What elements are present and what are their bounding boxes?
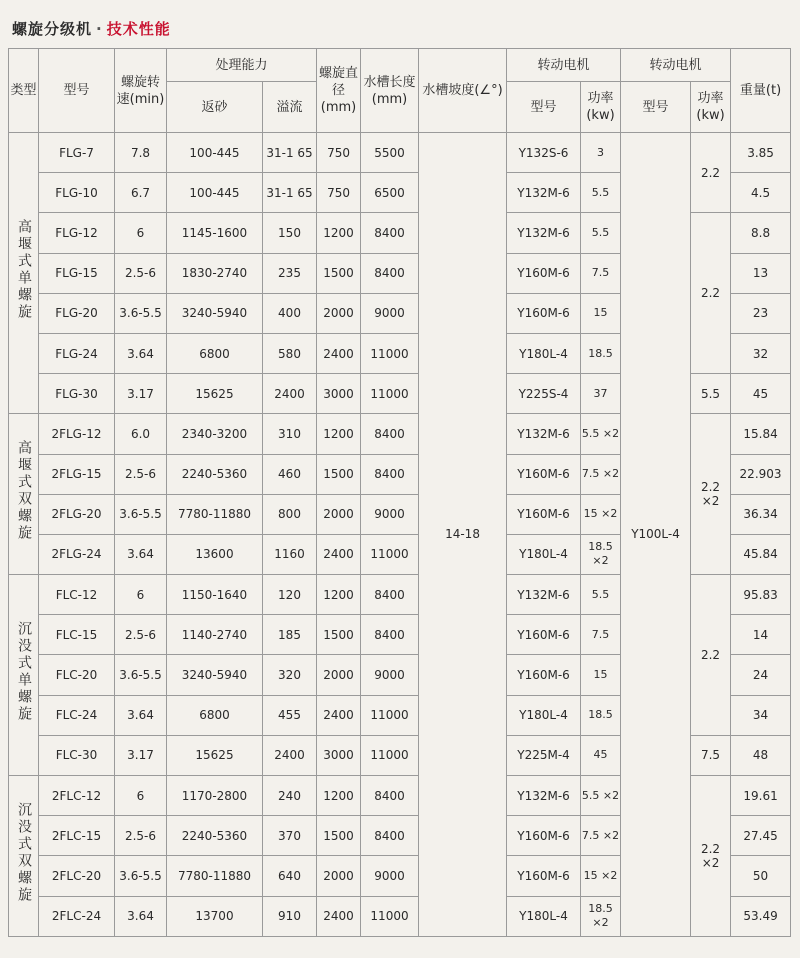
model-cell: FLG-10: [39, 173, 115, 213]
spiral-diameter-cell: 2400: [317, 534, 361, 574]
model-cell: 2FLC-12: [39, 776, 115, 816]
model-cell: FLG-30: [39, 374, 115, 414]
motor-model-cell: Y132M-6: [507, 575, 581, 615]
lift-motor-power-cell: 2.2 ×2: [691, 414, 731, 575]
header-trough-slope: 水槽坡度(∠°): [419, 49, 507, 133]
overflow-capacity-cell: 150: [263, 213, 317, 253]
trough-length-cell: 6500: [361, 173, 419, 213]
header-cap-overflow: 溢流: [263, 82, 317, 133]
motor-model-cell: Y160M-6: [507, 655, 581, 695]
speed-cell: 2.5-6: [115, 816, 167, 856]
type-cell: [9, 575, 39, 776]
weight-cell: 15.84: [731, 414, 791, 454]
motor-power-cell: 7.5: [581, 253, 621, 293]
motor-model-cell: Y132M-6: [507, 213, 581, 253]
sand-capacity-cell: 100-445: [167, 133, 263, 173]
motor-power-cell: 3: [581, 133, 621, 173]
trough-length-cell: 8400: [361, 454, 419, 494]
spiral-diameter-cell: 3000: [317, 735, 361, 775]
model-cell: FLG-12: [39, 213, 115, 253]
model-cell: 2FLG-20: [39, 494, 115, 534]
title-main: 螺旋分级机: [12, 20, 93, 38]
trough-length-cell: 8400: [361, 253, 419, 293]
motor-power-cell: 18.5 ×2: [581, 534, 621, 574]
trough-length-cell: 8400: [361, 575, 419, 615]
overflow-capacity-cell: 800: [263, 494, 317, 534]
motor-power-cell: 45: [581, 735, 621, 775]
overflow-capacity-cell: 185: [263, 615, 317, 655]
spiral-diameter-cell: 1500: [317, 253, 361, 293]
trough-length-cell: 11000: [361, 333, 419, 373]
speed-cell: 3.17: [115, 374, 167, 414]
header-capacity: 处理能力: [167, 49, 317, 82]
model-cell: FLC-20: [39, 655, 115, 695]
weight-cell: 14: [731, 615, 791, 655]
motor-model-cell: Y132M-6: [507, 414, 581, 454]
motor-power-cell: 18.5: [581, 333, 621, 373]
spiral-diameter-cell: 1500: [317, 615, 361, 655]
spec-table-wrapper: [8, 48, 790, 937]
weight-cell: 48: [731, 735, 791, 775]
trough-length-cell: 11000: [361, 896, 419, 936]
motor-power-cell: 15: [581, 293, 621, 333]
trough-length-cell: 11000: [361, 374, 419, 414]
motor-model-cell: Y160M-6: [507, 816, 581, 856]
speed-cell: 3.6-5.5: [115, 293, 167, 333]
model-cell: 2FLG-15: [39, 454, 115, 494]
model-cell: FLC-15: [39, 615, 115, 655]
motor-model-cell: Y160M-6: [507, 494, 581, 534]
sand-capacity-cell: 1140-2740: [167, 615, 263, 655]
motor-model-cell: Y132S-6: [507, 133, 581, 173]
speed-cell: 6: [115, 776, 167, 816]
weight-cell: 13: [731, 253, 791, 293]
speed-cell: 3.6-5.5: [115, 655, 167, 695]
overflow-capacity-cell: 640: [263, 856, 317, 896]
sand-capacity-cell: 6800: [167, 695, 263, 735]
motor-model-cell: Y160M-6: [507, 253, 581, 293]
trough-length-cell: 5500: [361, 133, 419, 173]
spiral-diameter-cell: 1200: [317, 575, 361, 615]
motor-power-cell: 37: [581, 374, 621, 414]
trough-length-cell: 9000: [361, 655, 419, 695]
header-drive-motor: 转动电机: [507, 49, 621, 82]
spiral-diameter-cell: 2400: [317, 333, 361, 373]
trough-length-cell: 11000: [361, 534, 419, 574]
spiral-diameter-cell: 750: [317, 133, 361, 173]
trough-length-cell: 11000: [361, 735, 419, 775]
spiral-diameter-cell: 1200: [317, 776, 361, 816]
motor-model-cell: Y132M-6: [507, 173, 581, 213]
header-spiral-dia: 螺旋直径(mm): [317, 49, 361, 133]
model-cell: FLC-12: [39, 575, 115, 615]
model-cell: 2FLC-15: [39, 816, 115, 856]
type-cell: [9, 133, 39, 414]
sand-capacity-cell: 1150-1640: [167, 575, 263, 615]
lift-motor-model-cell: Y100L-4: [621, 133, 691, 937]
motor-model-cell: Y180L-4: [507, 534, 581, 574]
motor-model-cell: Y132M-6: [507, 776, 581, 816]
spiral-diameter-cell: 1200: [317, 414, 361, 454]
overflow-capacity-cell: 580: [263, 333, 317, 373]
header-lift-power: 功率(kw): [691, 82, 731, 133]
spiral-diameter-cell: 3000: [317, 374, 361, 414]
trough-length-cell: 9000: [361, 856, 419, 896]
header-lift-motor: 转动电机: [621, 49, 731, 82]
motor-model-cell: Y160M-6: [507, 615, 581, 655]
speed-cell: 6.0: [115, 414, 167, 454]
overflow-capacity-cell: 31-1 65: [263, 133, 317, 173]
weight-cell: 45: [731, 374, 791, 414]
lift-motor-power-cell: 7.5: [691, 735, 731, 775]
spec-table-body: [9, 133, 791, 937]
model-cell: FLC-30: [39, 735, 115, 775]
motor-model-cell: Y160M-6: [507, 454, 581, 494]
sand-capacity-cell: 15625: [167, 735, 263, 775]
speed-cell: 7.8: [115, 133, 167, 173]
trough-length-cell: 8400: [361, 414, 419, 454]
motor-model-cell: Y225S-4: [507, 374, 581, 414]
motor-power-cell: 5.5 ×2: [581, 414, 621, 454]
type-label: 沉没式双螺旋: [16, 801, 32, 904]
model-cell: FLC-24: [39, 695, 115, 735]
speed-cell: 3.6-5.5: [115, 856, 167, 896]
motor-power-cell: 5.5: [581, 575, 621, 615]
sand-capacity-cell: 13700: [167, 896, 263, 936]
header-trough-len: 水槽长度(mm): [361, 49, 419, 133]
weight-cell: 3.85: [731, 133, 791, 173]
weight-cell: 4.5: [731, 173, 791, 213]
lift-motor-power-cell: 2.2: [691, 575, 731, 736]
weight-cell: 45.84: [731, 534, 791, 574]
sand-capacity-cell: 1170-2800: [167, 776, 263, 816]
type-cell: [9, 414, 39, 575]
motor-model-cell: Y160M-6: [507, 293, 581, 333]
header-weight: 重量(t): [731, 49, 791, 133]
model-cell: 2FLC-24: [39, 896, 115, 936]
sand-capacity-cell: 6800: [167, 333, 263, 373]
motor-power-cell: 7.5: [581, 615, 621, 655]
spiral-diameter-cell: 2000: [317, 856, 361, 896]
motor-power-cell: 15 ×2: [581, 856, 621, 896]
overflow-capacity-cell: 460: [263, 454, 317, 494]
model-cell: FLG-7: [39, 133, 115, 173]
overflow-capacity-cell: 400: [263, 293, 317, 333]
trough-length-cell: 9000: [361, 494, 419, 534]
speed-cell: 3.64: [115, 896, 167, 936]
speed-cell: 2.5-6: [115, 253, 167, 293]
motor-model-cell: Y180L-4: [507, 695, 581, 735]
weight-cell: 53.49: [731, 896, 791, 936]
overflow-capacity-cell: 1160: [263, 534, 317, 574]
sand-capacity-cell: 3240-5940: [167, 293, 263, 333]
weight-cell: 36.34: [731, 494, 791, 534]
overflow-capacity-cell: 320: [263, 655, 317, 695]
lift-motor-power-cell: 2.2: [691, 133, 731, 213]
motor-power-cell: 18.5 ×2: [581, 896, 621, 936]
spiral-diameter-cell: 1500: [317, 816, 361, 856]
trough-length-cell: 8400: [361, 615, 419, 655]
motor-power-cell: 5.5: [581, 173, 621, 213]
overflow-capacity-cell: 235: [263, 253, 317, 293]
overflow-capacity-cell: 455: [263, 695, 317, 735]
type-label: 高堰式双螺旋: [16, 440, 32, 543]
lift-motor-power-cell: 2.2 ×2: [691, 776, 731, 937]
motor-power-cell: 18.5: [581, 695, 621, 735]
overflow-capacity-cell: 310: [263, 414, 317, 454]
model-cell: FLG-15: [39, 253, 115, 293]
header-motor-model: 型号: [507, 82, 581, 133]
speed-cell: 3.6-5.5: [115, 494, 167, 534]
type-label: 沉没式单螺旋: [16, 621, 32, 724]
sand-capacity-cell: 2340-3200: [167, 414, 263, 454]
sand-capacity-cell: 13600: [167, 534, 263, 574]
weight-cell: 8.8: [731, 213, 791, 253]
type-label: 高堰式单螺旋: [16, 219, 32, 322]
overflow-capacity-cell: 2400: [263, 374, 317, 414]
trough-length-cell: 11000: [361, 695, 419, 735]
sand-capacity-cell: 1830-2740: [167, 253, 263, 293]
sand-capacity-cell: 2240-5360: [167, 816, 263, 856]
model-cell: 2FLG-24: [39, 534, 115, 574]
sand-capacity-cell: 3240-5940: [167, 655, 263, 695]
model-cell: FLG-24: [39, 333, 115, 373]
trough-length-cell: 8400: [361, 213, 419, 253]
motor-power-cell: 7.5 ×2: [581, 454, 621, 494]
weight-cell: 19.61: [731, 776, 791, 816]
spiral-diameter-cell: 2400: [317, 695, 361, 735]
header-speed: 螺旋转速(min): [115, 49, 167, 133]
lift-motor-power-cell: 5.5: [691, 374, 731, 414]
sand-capacity-cell: 15625: [167, 374, 263, 414]
motor-power-cell: 5.5: [581, 213, 621, 253]
spiral-diameter-cell: 2000: [317, 494, 361, 534]
spiral-diameter-cell: 2000: [317, 655, 361, 695]
trough-length-cell: 8400: [361, 776, 419, 816]
weight-cell: 32: [731, 333, 791, 373]
overflow-capacity-cell: 910: [263, 896, 317, 936]
motor-model-cell: Y160M-6: [507, 856, 581, 896]
weight-cell: 27.45: [731, 816, 791, 856]
motor-power-cell: 15: [581, 655, 621, 695]
spec-table: [8, 48, 791, 937]
speed-cell: 2.5-6: [115, 615, 167, 655]
overflow-capacity-cell: 240: [263, 776, 317, 816]
weight-cell: 50: [731, 856, 791, 896]
trough-length-cell: 9000: [361, 293, 419, 333]
overflow-capacity-cell: 2400: [263, 735, 317, 775]
weight-cell: 24: [731, 655, 791, 695]
sand-capacity-cell: 1145-1600: [167, 213, 263, 253]
speed-cell: 6.7: [115, 173, 167, 213]
speed-cell: 3.64: [115, 333, 167, 373]
header-cap-sand: 返砂: [167, 82, 263, 133]
spiral-diameter-cell: 750: [317, 173, 361, 213]
header-model: 型号: [39, 49, 115, 133]
page-title: [12, 18, 171, 39]
spiral-diameter-cell: 1500: [317, 454, 361, 494]
header-motor-power: 功率(kw): [581, 82, 621, 133]
title-subtitle: 技术性能: [106, 20, 171, 38]
speed-cell: 3.17: [115, 735, 167, 775]
motor-model-cell: Y225M-4: [507, 735, 581, 775]
motor-model-cell: Y180L-4: [507, 333, 581, 373]
trough-length-cell: 8400: [361, 816, 419, 856]
weight-cell: 23: [731, 293, 791, 333]
weight-cell: 22.903: [731, 454, 791, 494]
type-cell: [9, 776, 39, 937]
speed-cell: 3.64: [115, 695, 167, 735]
speed-cell: 3.64: [115, 534, 167, 574]
overflow-capacity-cell: 31-1 65: [263, 173, 317, 213]
header-type: 类型: [9, 49, 39, 133]
weight-cell: 95.83: [731, 575, 791, 615]
spiral-diameter-cell: 2000: [317, 293, 361, 333]
overflow-capacity-cell: 120: [263, 575, 317, 615]
model-cell: 2FLG-12: [39, 414, 115, 454]
lift-motor-power-cell: 2.2: [691, 213, 731, 374]
speed-cell: 6: [115, 213, 167, 253]
trough-slope-cell: 14-18: [419, 133, 507, 937]
motor-power-cell: 15 ×2: [581, 494, 621, 534]
motor-power-cell: 7.5 ×2: [581, 816, 621, 856]
model-cell: FLG-20: [39, 293, 115, 333]
model-cell: 2FLC-20: [39, 856, 115, 896]
title-separator: ·: [96, 20, 103, 38]
sand-capacity-cell: 2240-5360: [167, 454, 263, 494]
speed-cell: 2.5-6: [115, 454, 167, 494]
overflow-capacity-cell: 370: [263, 816, 317, 856]
motor-power-cell: 5.5 ×2: [581, 776, 621, 816]
table-row: [9, 133, 791, 173]
sand-capacity-cell: 100-445: [167, 173, 263, 213]
sand-capacity-cell: 7780-11880: [167, 856, 263, 896]
spiral-diameter-cell: 2400: [317, 896, 361, 936]
spiral-diameter-cell: 1200: [317, 213, 361, 253]
motor-model-cell: Y180L-4: [507, 896, 581, 936]
sand-capacity-cell: 7780-11880: [167, 494, 263, 534]
header-lift-model: 型号: [621, 82, 691, 133]
weight-cell: 34: [731, 695, 791, 735]
speed-cell: 6: [115, 575, 167, 615]
